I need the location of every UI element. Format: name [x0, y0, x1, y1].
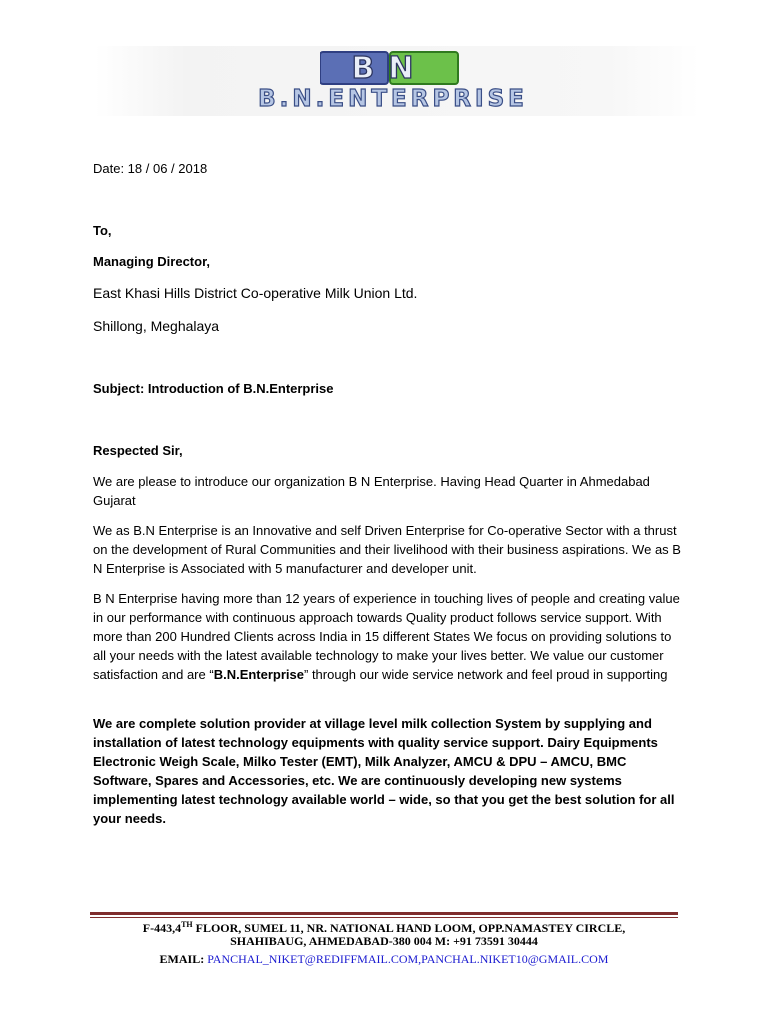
experience-text-start: B N Enterprise having more than 12 years of experience in touching lives of people and creating value in our performance with continuous approach towards Quality product follows service support. With more than 200 Hundred Clients across India in 15 different States We focus on providing solutions to all your needs with the latest available technology to make your lives better. We value our customer satisfaction and are “ [93, 591, 680, 682]
paragraph-intro: We are please to introduce our organization B N Enterprise. Having Head Quarter in Ahmedabad Gujarat [93, 474, 650, 508]
letter-subject: Subject: Introduction of B.N.Enterprise [93, 381, 334, 396]
footer-address-line1: F-443,4TH FLOOR, SUMEL 11, NR. NATIONAL HAND LOOM, OPP.NAMASTEY CIRCLE, [142, 920, 626, 935]
bn-logo-text: BN [351, 51, 428, 86]
letter-date: Date: 18 / 06 / 2018 [93, 161, 208, 176]
bn-logo-badge [320, 50, 459, 86]
recipient-organization: East Khasi Hills District Co-operative Milk Union Ltd. [93, 285, 418, 301]
salutation: Respected Sir, [93, 443, 183, 458]
recipient-title: Managing Director, [93, 254, 211, 269]
footer-email-link[interactable]: PANCHAL_NIKET@REDIFFMAIL.COM,PANCHAL.NIKET10@GMAIL.COM [207, 952, 609, 966]
experience-text-end: ” through our wide service network and feel proud in supporting [304, 667, 668, 682]
paragraph-about: We as B.N Enterprise is an Innovative and self Driven Enterprise for Co-operative Sector with a thrust on the development of Rural Communities and their livelihood with their business aspirations. We as B N Enterprise is Associated with 5 manufacturer and developer unit. [93, 523, 681, 576]
company-name: B.N.ENTERPRISE [258, 86, 528, 112]
footer-divider [90, 912, 678, 915]
paragraph-solutions: We are complete solution provider at village level milk collection System by supplying and installation of latest technology equipments with quality service support. Dairy Equipments Electronic Weigh Scale, Milko Tester (EMT), Milk Analyzer, AMCU & DPU – AMCU, BMC Software, Spares and Accessories, etc. We are continuously developing new systems implementing latest technology available world – wide, so that you get the best solution for all your needs. [93, 716, 675, 826]
footer-email [90, 951, 678, 967]
footer-email-label: EMAIL: [159, 952, 208, 966]
recipient-to: To, [93, 223, 112, 238]
recipient-location: Shillong, Meghalaya [93, 318, 220, 334]
paragraph-experience [93, 589, 683, 684]
footer-address-line2: SHAHIBAUG, AHMEDABAD-380 004 M: +91 73591 30444 [230, 934, 538, 948]
experience-company-name: B.N.Enterprise [213, 667, 304, 682]
